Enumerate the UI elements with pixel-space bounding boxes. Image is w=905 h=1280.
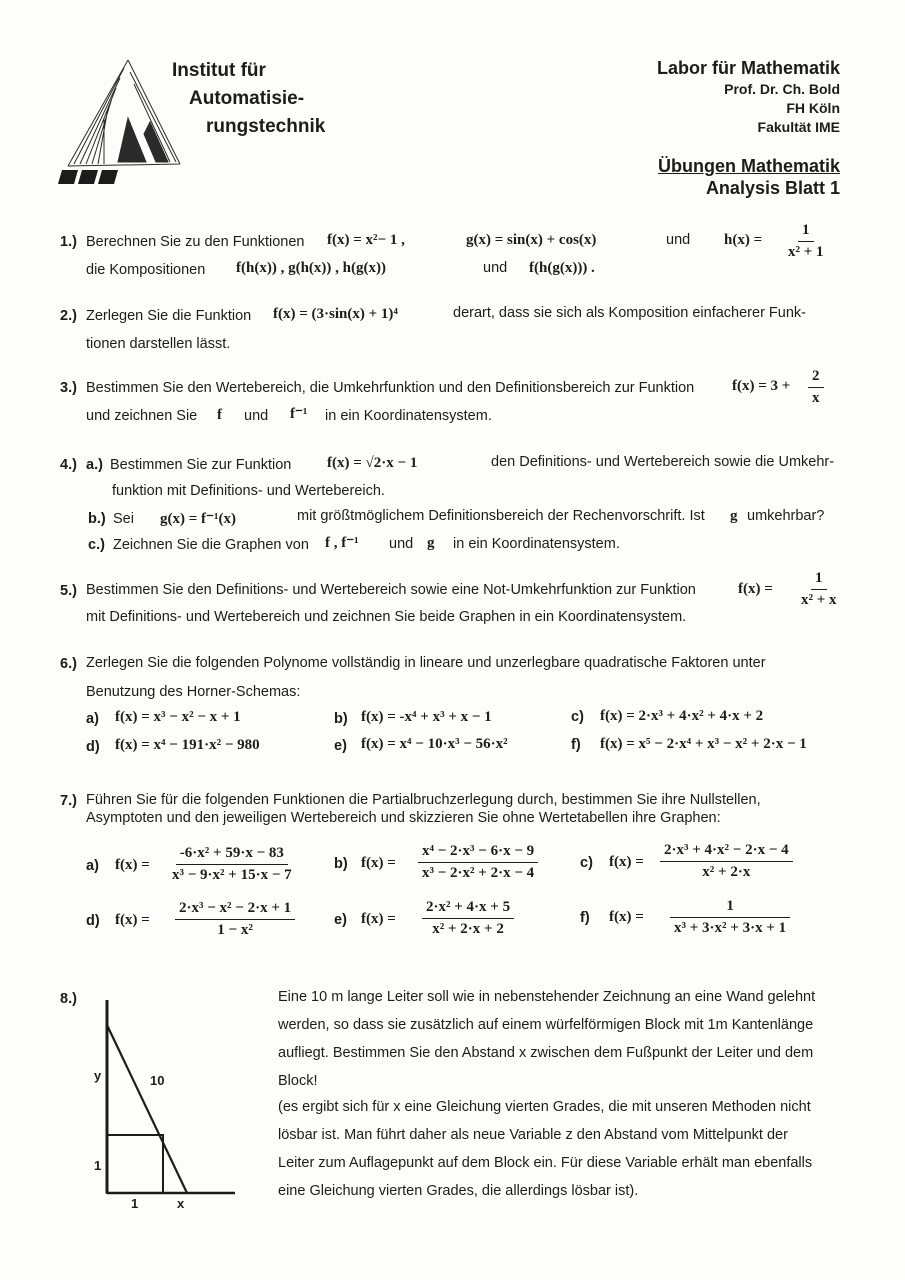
problem-7e-label: e) bbox=[334, 912, 347, 928]
problem-3-num: 2 bbox=[808, 368, 824, 388]
problem-7f-num: 1 bbox=[670, 898, 790, 918]
problem-7d-lhs: f(x) = bbox=[115, 912, 150, 928]
problem-6e-label: e) bbox=[334, 738, 347, 754]
problem-4-number: 4.) bbox=[60, 457, 77, 473]
professor: Prof. Dr. Ch. Bold bbox=[724, 81, 840, 97]
lab-name: Labor für Mathematik bbox=[656, 58, 840, 78]
problem-8-line-3: aufliegt. Bestimmen Sie den Abstand x zwischen dem Fußpunkt der Leiter und dem bbox=[278, 1045, 814, 1061]
diagram-label-10: 10 bbox=[150, 1073, 165, 1088]
problem-7b-num: x⁴ − 2·x³ − 6·x − 9 bbox=[418, 843, 538, 863]
problem-7b-fraction bbox=[418, 843, 538, 882]
problem-4a-label: a.) bbox=[86, 457, 103, 473]
problem-4b-g2: g bbox=[730, 508, 738, 524]
problem-4c-und: und bbox=[389, 536, 414, 552]
problem-4c-text-2: in ein Koordinatensystem. bbox=[453, 536, 620, 552]
problem-6c-label: c) bbox=[571, 709, 584, 725]
problem-1-h-fraction bbox=[784, 222, 828, 261]
problem-1-text-2: die Kompositionen bbox=[86, 262, 206, 278]
problem-7d-num: 2·x³ − x² − 2·x + 1 bbox=[175, 900, 295, 920]
problem-3-number: 3.) bbox=[60, 380, 77, 396]
problem-7c-lhs: f(x) = bbox=[609, 854, 644, 870]
problem-8-line-5: (es ergibt sich für x eine Gleichung vierten Grades, die mit unseren Methoden nicht bbox=[278, 1099, 811, 1115]
problem-6d-label: d) bbox=[86, 739, 100, 755]
problem-4a-text-2: den Definitions- und Wertebereich sowie die Umkehr- bbox=[491, 454, 835, 470]
ladder-diagram bbox=[80, 995, 250, 1215]
problem-2-f: f(x) = (3·sin(x) + 1)⁴ bbox=[273, 306, 398, 322]
problem-6b-label: b) bbox=[334, 711, 348, 727]
problem-7-text: Führen Sie für die folgenden Funktionen die Partialbruchzerlegung durch, bestimmen Sie ihre Nullstellen, bbox=[86, 792, 761, 808]
problem-5-text: Bestimmen Sie den Definitions- und Wertebereich sowie eine Not-Umkehrfunktion zur Funktion bbox=[86, 582, 696, 598]
problem-4c-g: g bbox=[427, 535, 435, 551]
problem-2-number: 2.) bbox=[60, 308, 77, 324]
problem-7f-den: x³ + 3·x² + 3·x + 1 bbox=[674, 920, 787, 936]
problem-7f-fraction bbox=[670, 898, 790, 937]
problem-1-g: g(x) = sin(x) + cos(x) bbox=[466, 232, 597, 248]
problem-6f-expr: f(x) = x⁵ − 2·x⁴ + x³ − x² + 2·x − 1 bbox=[600, 736, 807, 752]
problem-1-h-lhs: h(x) = bbox=[724, 232, 763, 248]
problem-3-fraction bbox=[808, 368, 824, 407]
problem-4b-label: b.) bbox=[88, 511, 106, 527]
problem-1-h-den: x² + 1 bbox=[788, 244, 824, 260]
problem-7a-num: -6·x² + 59·x − 83 bbox=[176, 845, 288, 865]
problem-4b-text-2: mit größtmöglichem Definitionsbereich der Rechenvorschrift. Ist bbox=[297, 508, 705, 524]
problem-6e-expr: f(x) = x⁴ − 10·x³ − 56·x² bbox=[361, 736, 508, 752]
sheet-subtitle: Analysis Blatt 1 bbox=[705, 178, 840, 198]
problem-1-compositions: f(h(x)) , g(h(x)) , h(g(x)) bbox=[236, 260, 386, 276]
problem-7-text-2: Asymptoten und den jeweiligen Wertebereich und skizzieren Sie ohne Wertetabellen ihre Graphen: bbox=[86, 810, 721, 826]
school: FH Köln bbox=[786, 100, 840, 116]
problem-7e-num: 2·x² + 4·x + 5 bbox=[422, 899, 514, 919]
diagram-label-x: x bbox=[177, 1196, 185, 1211]
problem-3-f-lhs: f(x) = 3 + bbox=[732, 378, 791, 394]
diagram-label-y: y bbox=[94, 1068, 102, 1083]
problem-4a-text-3: funktion mit Definitions- und Wertebereich. bbox=[112, 483, 385, 499]
problem-1-last: f(h(g(x))) . bbox=[529, 260, 595, 276]
problem-7a-fraction bbox=[168, 845, 296, 884]
problem-8-line-1: Eine 10 m lange Leiter soll wie in nebenstehender Zeichnung an eine Wand gelehnt bbox=[278, 989, 816, 1005]
problem-4a-f: f(x) = √2·x − 1 bbox=[327, 455, 418, 471]
problem-5-num: 1 bbox=[811, 570, 827, 590]
problem-4c-label: c.) bbox=[88, 537, 105, 553]
problem-6-text-2: Benutzung des Horner-Schemas: bbox=[86, 684, 301, 700]
problem-7e-lhs: f(x) = bbox=[361, 911, 396, 927]
problem-6a-label: a) bbox=[86, 711, 99, 727]
problem-5-number: 5.) bbox=[60, 583, 77, 599]
problem-3-f: f bbox=[217, 407, 222, 423]
problem-4c-text: Zeichnen Sie die Graphen von bbox=[113, 537, 309, 553]
problem-3-text-3: in ein Koordinatensystem. bbox=[325, 408, 492, 424]
problem-8-line-8: eine Gleichung vierten Grades, die allerdings lösbar ist). bbox=[278, 1183, 639, 1199]
problem-3-text-2: und zeichnen Sie bbox=[86, 408, 198, 424]
problem-7a-den: x³ − 9·x² + 15·x − 7 bbox=[172, 867, 292, 883]
problem-7b-den: x³ − 2·x² + 2·x − 4 bbox=[422, 865, 535, 881]
problem-6-number: 6.) bbox=[60, 656, 77, 672]
problem-5-fraction bbox=[797, 570, 841, 609]
problem-7b-label: b) bbox=[334, 856, 348, 872]
problem-3-text: Bestimmen Sie den Wertebereich, die Umkehrfunktion und den Definitionsbereich zur Funktion bbox=[86, 380, 695, 396]
diagram-label-1-vertical: 1 bbox=[94, 1158, 102, 1173]
problem-8-line-2: werden, so dass sie zusätzlich auf einem würfelförmigen Block mit 1m Kantenlänge bbox=[278, 1017, 814, 1033]
problem-3-finv: f⁻¹ bbox=[290, 406, 308, 422]
institute-name-line-1: Institut für bbox=[172, 60, 266, 81]
problem-7d-fraction bbox=[175, 900, 295, 939]
problem-6b-expr: f(x) = -x⁴ + x³ + x − 1 bbox=[361, 709, 492, 725]
problem-3-den: x bbox=[812, 390, 820, 406]
problem-6f-label: f) bbox=[571, 737, 581, 753]
problem-7e-fraction bbox=[422, 899, 514, 938]
institute-name-line-3: rungstechnik bbox=[206, 116, 326, 137]
problem-8-line-6: lösbar ist. Man führt daher als neue Variable z den Abstand vom Mittelpunkt der bbox=[278, 1127, 788, 1143]
problem-7-number: 7.) bbox=[60, 793, 77, 809]
problem-7d-den: 1 − x² bbox=[217, 922, 253, 938]
problem-1-f: f(x) = x²− 1 , bbox=[327, 232, 405, 248]
ladder-line bbox=[107, 1025, 187, 1193]
problem-4b-text-3: umkehrbar? bbox=[747, 508, 825, 524]
problem-5-den: x² + x bbox=[801, 592, 837, 608]
problem-5-f-lhs: f(x) = bbox=[738, 581, 773, 597]
problem-4b-g: g(x) = f⁻¹(x) bbox=[160, 511, 236, 527]
block-square bbox=[107, 1135, 163, 1193]
problem-2-text: Zerlegen Sie die Funktion bbox=[86, 308, 252, 324]
problem-6a-expr: f(x) = x³ − x² − x + 1 bbox=[115, 709, 241, 725]
problem-7e-den: x² + 2·x + 2 bbox=[432, 921, 504, 937]
problem-7f-label: f) bbox=[580, 910, 590, 926]
problem-4a-text: Bestimmen Sie zur Funktion bbox=[110, 457, 292, 473]
problem-7a-lhs: f(x) = bbox=[115, 857, 150, 873]
sheet-title: Übungen Mathematik bbox=[657, 156, 840, 176]
problem-7c-label: c) bbox=[580, 855, 593, 871]
problem-7b-lhs: f(x) = bbox=[361, 855, 396, 871]
problem-6d-expr: f(x) = x⁴ − 191·x² − 980 bbox=[115, 737, 260, 753]
problem-7f-lhs: f(x) = bbox=[609, 909, 644, 925]
problem-1-und: und bbox=[666, 232, 691, 248]
problem-1-h-num: 1 bbox=[798, 222, 814, 242]
problem-6c-expr: f(x) = 2·x³ + 4·x² + 4·x + 2 bbox=[600, 708, 764, 724]
problem-7c-num: 2·x³ + 4·x² − 2·x − 4 bbox=[660, 842, 793, 862]
problem-6-text: Zerlegen Sie die folgenden Polynome vollständig in lineare und unzerlegbare quadratische Faktoren unter bbox=[86, 655, 766, 671]
institute-name-line-2: Automatisie- bbox=[189, 88, 305, 109]
problem-3-und: und bbox=[244, 408, 269, 424]
problem-4c-f: f , f⁻¹ bbox=[325, 535, 359, 551]
problem-1-number: 1.) bbox=[60, 234, 77, 250]
diagram-label-1-horizontal: 1 bbox=[131, 1196, 139, 1211]
faculty: Fakultät IME bbox=[757, 119, 840, 135]
problem-1-text: Berechnen Sie zu den Funktionen bbox=[86, 234, 305, 250]
problem-7c-fraction bbox=[660, 842, 793, 881]
problem-8-line-7: Leiter zum Auflagepunkt auf dem Block ein. Für diese Variable erhält man ebenfalls bbox=[278, 1155, 813, 1171]
problem-7c-den: x² + 2·x bbox=[702, 864, 751, 880]
problem-2-text-3: tionen darstellen lässt. bbox=[86, 336, 231, 352]
problem-7a-label: a) bbox=[86, 858, 99, 874]
problem-1-und-2: und bbox=[483, 260, 508, 276]
institute-logo bbox=[58, 58, 188, 186]
problem-2-text-2: derart, dass sie sich als Komposition einfacherer Funk- bbox=[453, 305, 806, 321]
problem-7d-label: d) bbox=[86, 913, 100, 929]
problem-5-text-2: mit Definitions- und Wertebereich und zeichnen Sie beide Graphen in ein Koordinatensystem. bbox=[86, 609, 687, 625]
problem-8-line-4: Block! bbox=[278, 1073, 318, 1089]
problem-8-number: 8.) bbox=[60, 991, 77, 1007]
problem-4b-text: Sei bbox=[113, 511, 134, 527]
